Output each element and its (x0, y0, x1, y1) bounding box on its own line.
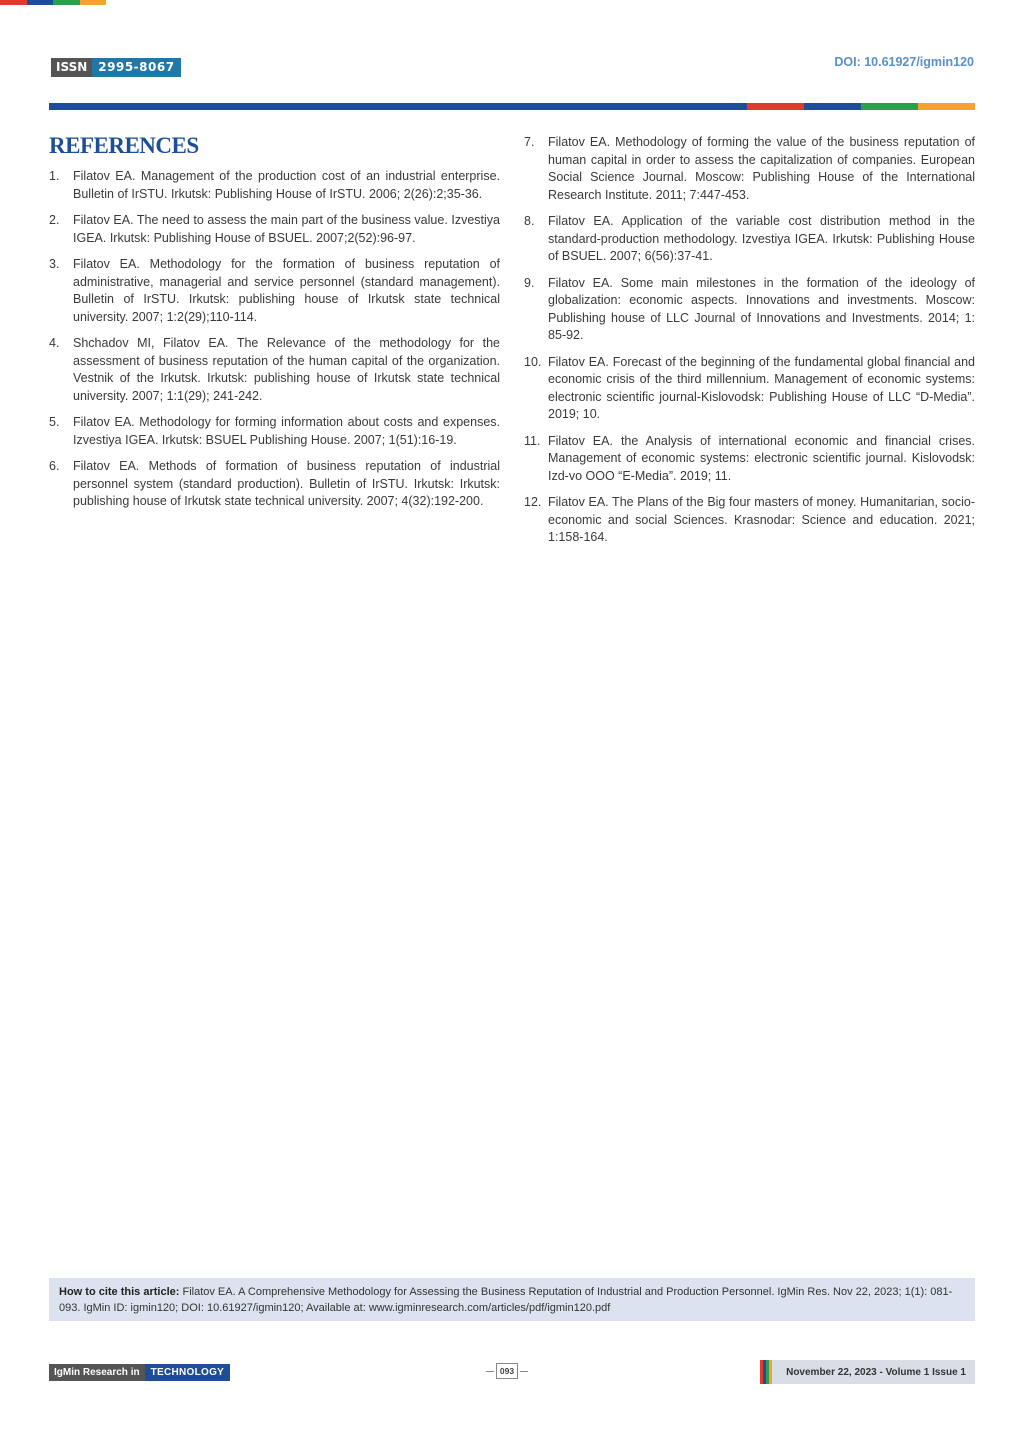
issn-badge (51, 58, 181, 77)
reference-item (524, 354, 975, 424)
reference-text: Filatov EA. Forecast of the beginning of the fundamental global financial and economic crisis of the third millennium. Management of economic systems: electronic scientific journal-Kislovodsk: Publishing House of LLC “D-Media”. 2019; 10. (548, 354, 975, 421)
reference-number: 4. (49, 336, 60, 350)
reference-text: Filatov EA. Management of the production cost of an industrial enterprise. Bulletin of IrSTU. Irkutsk: Publishing House of IrSTU. 2006; 2(26):2;35-36. (73, 169, 500, 201)
reference-text: Filatov EA. the Analysis of international economic and financial crises. Management of economic systems: electronic scientific journal. Kislovodsk: Izd-vo OOO “E-Media”. 2019; 11. (548, 433, 975, 483)
reference-number: 12. (524, 495, 542, 509)
issue-color-bars (760, 1360, 772, 1384)
journal-badge (49, 1364, 230, 1381)
reference-item (49, 414, 500, 449)
reference-item (524, 134, 975, 204)
journal-label: IgMin Research in (49, 1364, 145, 1381)
reference-text: Shchadov MI, Filatov EA. The Relevance of the methodology for the assessment of business reputation of the human capital of the organization. Vestnik of the Irkutsk. Irkutsk: publishing house of Irkutsk state technical university. 2007; 1:1(29); 241-242. (73, 336, 500, 403)
reference-item (49, 256, 500, 326)
citation-label: How to cite this article: (59, 1286, 180, 1298)
reference-item (49, 212, 500, 247)
reference-number: 5. (49, 415, 60, 429)
reference-item (524, 494, 975, 547)
reference-number: 1. (49, 169, 60, 183)
reference-text: Filatov EA. The need to assess the main part of the business value. Izvestiya IGEA. Irkutsk: Publishing House of BSUEL. 2007;2(52):96-97. (73, 213, 500, 245)
reference-number: 10. (524, 354, 542, 369)
issue-date: November 22, 2023 - Volume 1 Issue 1 (786, 1366, 966, 1378)
reference-number: 7. (524, 135, 535, 149)
doi-link[interactable]: DOI: 10.61927/igmin120 (834, 55, 974, 69)
reference-number: 9. (524, 275, 535, 290)
reference-item (49, 168, 500, 203)
section-title: REFERENCES (49, 133, 199, 158)
left-column (49, 132, 500, 520)
issue-badge (760, 1360, 975, 1384)
reference-text: Filatov EA. The Plans of the Big four masters of money. Humanitarian, socio-economic and social Sciences. Krasnodar: Science and education. 2021; 1:158-164. (548, 495, 975, 544)
reference-number: 6. (49, 459, 60, 473)
citation-text: Filatov EA. A Comprehensive Methodology for Assessing the Business Reputation of Industrial and Production Personnel. IgMin Res. Nov 22, 2023; 1(1): 081-093. IgMin ID: igmin120; DOI: 10.61927/igmin120; Available at: www.igminresearch.com/articles/pdf/igmin120.pdf (59, 1286, 953, 1314)
issn-label: ISSN (51, 58, 92, 77)
reference-item (524, 433, 975, 486)
reference-text: Filatov EA. Methodology for forming information about costs and expenses. Izvestiya IGEA. Irkutsk: BSUEL Publishing House. 2007; 1(51):16-19. (73, 415, 500, 447)
reference-text: Filatov EA. Application of the variable cost distribution method in the standard-production methodology. Izvestiya IGEA. Irkutsk: Publishing House of BSUEL. 2007; 6(56):37-41. (548, 214, 975, 263)
reference-text: Filatov EA. Methodology for the formation of business reputation of administrative, managerial and service personnel (standard management). Bulletin of IrSTU. Irkutsk: publishing house of Irkutsk state technical university. 2007; 1:2(29);110-114. (73, 257, 500, 324)
right-column (524, 132, 975, 556)
page-number (486, 1362, 528, 1380)
reference-text: Filatov EA. Some main milestones in the formation of the ideology of globalization: economic aspects. Innovations and investments. Moscow: Publishing house of LLC Journal of Innovations and Investments. 2014; 1: 85-92. (548, 275, 975, 342)
reference-item (49, 335, 500, 405)
reference-list-left (49, 168, 500, 511)
citation-box (49, 1278, 975, 1321)
reference-number: 2. (49, 213, 60, 227)
top-color-bar (0, 0, 106, 5)
reference-list-right (524, 134, 975, 547)
header-rule (49, 103, 975, 110)
issn-number: 2995-8067 (92, 58, 180, 77)
reference-number: 8. (524, 214, 535, 228)
reference-item (49, 458, 500, 511)
reference-text: Filatov EA. Methodology of forming the value of the business reputation of human capital in order to assess the capitalization of companies. European Social Science Journal. Moscow: Publishing House of the International Research Institute. 2011; 7:447-453. (548, 135, 975, 202)
reference-number: 3. (49, 257, 60, 271)
journal-subject: TECHNOLOGY (145, 1364, 231, 1381)
reference-text: Filatov EA. Methods of formation of business reputation of industrial personnel system (standard production). Bulletin of IrSTU. Irkutsk: Irkutsk: publishing house of Irkutsk state technical university. 2007; 4(32):192-200. (73, 459, 500, 508)
page-number-value: 093 (496, 1363, 518, 1379)
reference-item (524, 213, 975, 266)
reference-item (524, 275, 975, 345)
reference-number: 11. (524, 433, 541, 448)
